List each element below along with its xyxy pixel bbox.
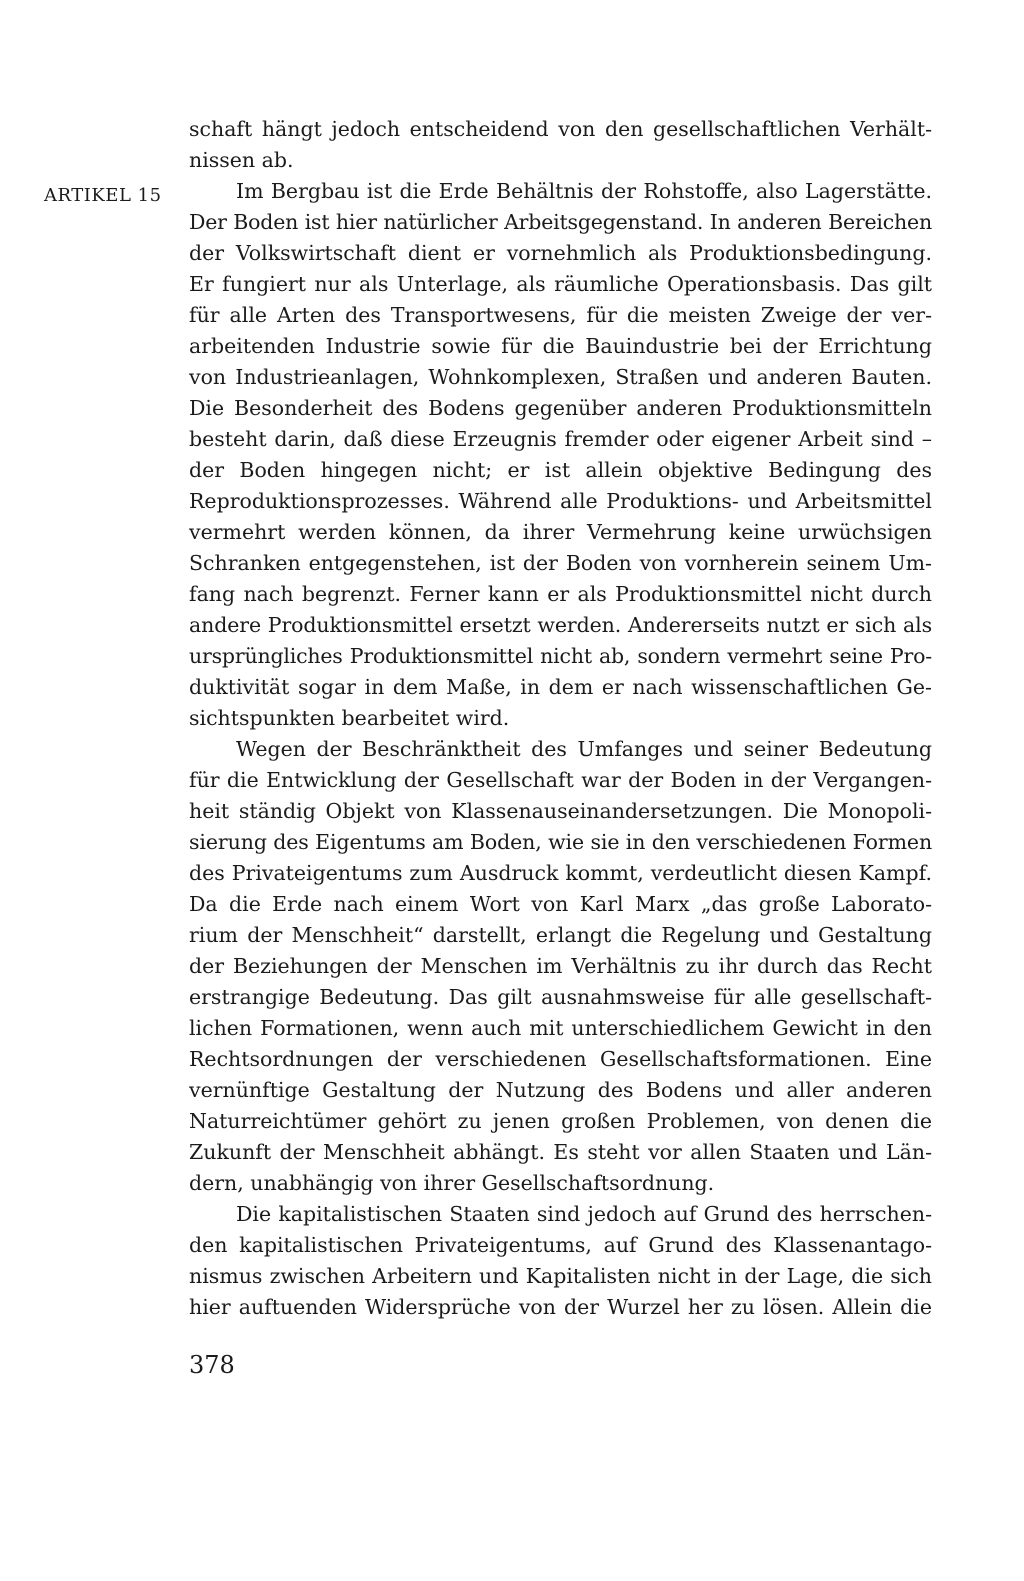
text-line: Rechtsordnungen der verschiedenen Gesellschaftsformationen. Eine <box>189 1047 932 1071</box>
text-line: lichen Formationen, wenn auch mit unterschiedlichem Gewicht in den <box>189 1016 932 1040</box>
text-line: rium der Menschheit“ darstellt, erlangt die Regelung und Gestaltung <box>189 923 932 947</box>
text-line: nismus zwischen Arbeitern und Kapitalisten nicht in der Lage, die sich <box>189 1264 932 1288</box>
text-line: für die Entwicklung der Gesellschaft war der Boden in der Vergangen- <box>189 768 932 792</box>
text-line: Wegen der Beschränktheit des Umfanges und seiner Bedeutung <box>236 737 932 761</box>
text-line: sierung des Eigentums am Boden, wie sie in den verschiedenen Formen <box>189 830 933 854</box>
page-number: 378 <box>189 1351 235 1379</box>
text-line: heit ständig Objekt von Klassenauseinandersetzungen. Die Monopoli- <box>189 799 932 823</box>
text-line: vermehrt werden können, da ihrer Vermehrung keine urwüchsigen <box>189 520 932 544</box>
text-line: der Volkswirtschaft dient er vornehmlich als Produktionsbedingung. <box>189 241 932 265</box>
text-line: hier auftuenden Widersprüche von der Wurzel her zu lösen. Allein die <box>189 1295 932 1319</box>
text-line: Er fungiert nur als Unterlage, als räumliche Operationsbasis. Das gilt <box>189 272 932 296</box>
text-line: ursprüngliches Produktionsmittel nicht ab, sondern vermehrt seine Pro- <box>189 644 932 668</box>
text-line: Reproduktionsprozesses. Während alle Produktions- und Arbeitsmittel <box>189 489 932 513</box>
text-line: arbeitenden Industrie sowie für die Bauindustrie bei der Errichtung <box>189 334 932 358</box>
text-line: Der Boden ist hier natürlicher Arbeitsgegenstand. In anderen Bereichen <box>189 210 932 234</box>
text-line: dern, unabhängig von ihrer Gesellschaftsordnung. <box>189 1171 715 1195</box>
text-line: Zukunft der Menschheit abhängt. Es steht vor allen Staaten und Län- <box>189 1140 932 1164</box>
text-line: Schranken entgegenstehen, ist der Boden von vornherein seinem Um- <box>189 551 932 575</box>
text-line: erstrangige Bedeutung. Das gilt ausnahmsweise für alle gesellschaft- <box>189 985 932 1009</box>
text-line: des Privateigentums zum Ausdruck kommt, verdeutlicht diesen Kampf. <box>189 861 932 885</box>
text-line: andere Produktionsmittel ersetzt werden. Andererseits nutzt er sich als <box>189 613 932 637</box>
text-line: fang nach begrenzt. Ferner kann er als Produktionsmittel nicht durch <box>189 582 932 606</box>
text-line: Die Besonderheit des Bodens gegenüber anderen Produktionsmitteln <box>189 396 932 420</box>
text-line: sichtspunkten bearbeitet wird. <box>189 706 510 730</box>
body-text <box>189 114 932 1323</box>
text-line: Die kapitalistischen Staaten sind jedoch auf Grund des herrschen- <box>236 1202 932 1226</box>
text-line: vernünftige Gestaltung der Nutzung des Bodens und aller anderen <box>189 1078 932 1102</box>
margin-note-article: ARTIKEL 15 <box>44 185 162 206</box>
text-line: von Industrieanlagen, Wohnkomplexen, Straßen und anderen Bauten. <box>189 365 932 389</box>
text-line: der Boden hingegen nicht; er ist allein objektive Bedingung des <box>189 458 932 482</box>
text-line: Im Bergbau ist die Erde Behältnis der Rohstoffe, also Lagerstätte. <box>236 179 932 203</box>
text-line: Naturreichtümer gehört zu jenen großen Problemen, von denen die <box>189 1109 932 1133</box>
text-line: schaft hängt jedoch entscheidend von den gesellschaftlichen Verhält- <box>189 117 932 141</box>
text-line: den kapitalistischen Privateigentums, auf Grund des Klassenantago- <box>189 1233 932 1257</box>
text-line: nissen ab. <box>189 148 294 172</box>
text-line: duktivität sogar in dem Maße, in dem er nach wissenschaftlichen Ge- <box>189 675 932 699</box>
text-line: Da die Erde nach einem Wort von Karl Marx „das große Laborato- <box>189 892 932 916</box>
text-line: besteht darin, daß diese Erzeugnis fremder oder eigener Arbeit sind – <box>189 427 932 451</box>
text-line: für alle Arten des Transportwesens, für die meisten Zweige der ver- <box>189 303 932 327</box>
text-line: der Beziehungen der Menschen im Verhältnis zu ihr durch das Recht <box>189 954 932 978</box>
